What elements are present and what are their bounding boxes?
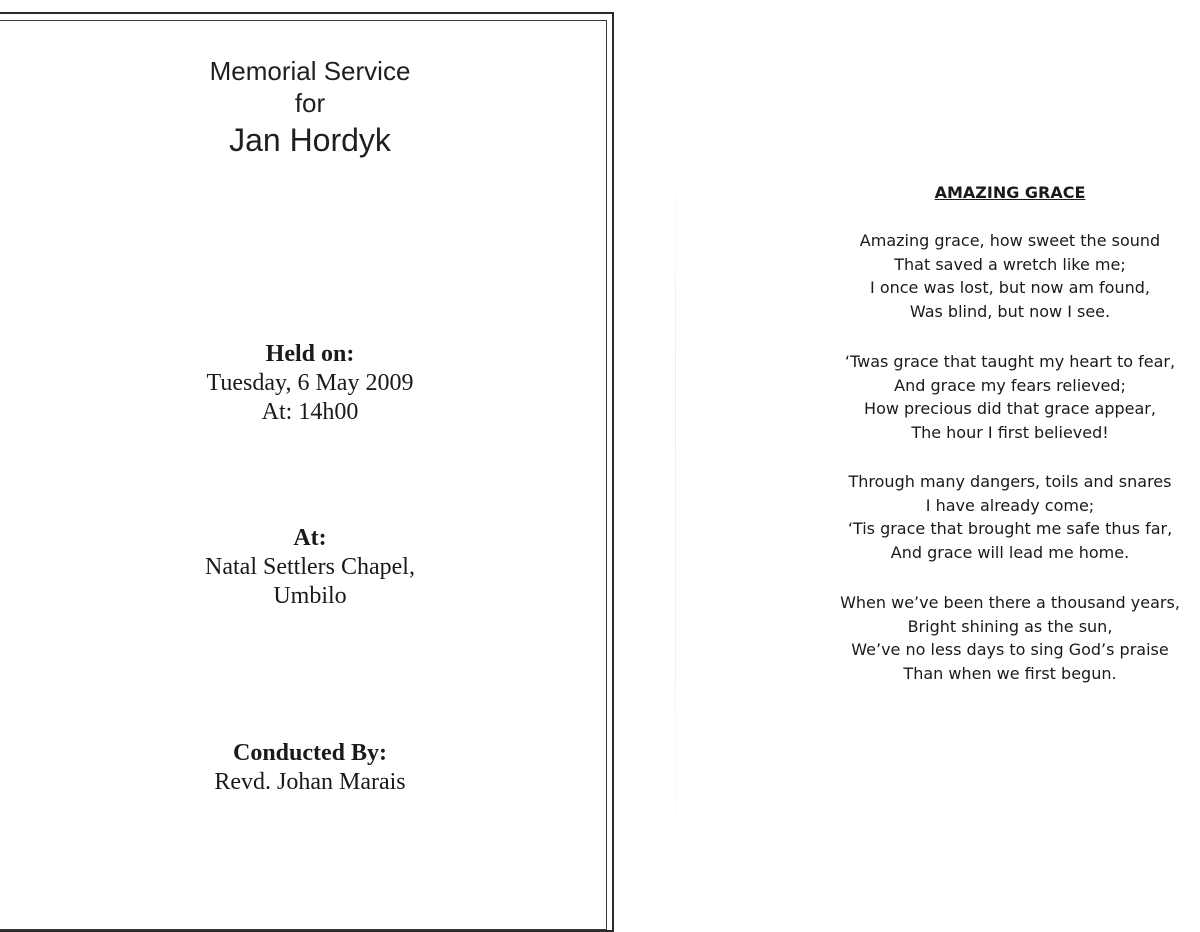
officiant-name: Revd. Johan Marais bbox=[214, 769, 406, 795]
deceased-name: Jan Hordyk bbox=[229, 122, 391, 158]
service-title bbox=[0, 55, 620, 161]
verse-line: The hour I first believed! bbox=[911, 422, 1109, 442]
title-for: for bbox=[294, 88, 326, 118]
hymn-verse bbox=[780, 229, 1200, 323]
held-on-heading: Held on: bbox=[265, 341, 355, 367]
verse-line: ‘Twas grace that taught my heart to fear, bbox=[844, 352, 1176, 371]
title-memorial-service: Memorial Service bbox=[209, 56, 411, 86]
verse-line: We’ve no less days to sing God’s praise bbox=[851, 640, 1169, 659]
hymn-verse bbox=[780, 350, 1200, 444]
verse-line: ‘Tis grace that brought me safe thus far, bbox=[847, 519, 1173, 538]
verse-line: Bright shining as the sun, bbox=[907, 616, 1113, 636]
verse-line: And grace will lead me home. bbox=[890, 542, 1130, 562]
hymn-verse bbox=[780, 470, 1200, 564]
verse-line: When we’ve been there a thousand years, bbox=[840, 593, 1180, 612]
service-time: At: 14h00 bbox=[261, 399, 359, 425]
verse-line: Amazing grace, how sweet the sound bbox=[859, 231, 1161, 250]
verse-line: Was blind, but now I see. bbox=[909, 301, 1111, 321]
location-section bbox=[0, 524, 620, 611]
verse-line: I have already come; bbox=[925, 495, 1095, 515]
hymn-title: AMAZING GRACE bbox=[934, 183, 1086, 202]
verse-line: Than when we first begun. bbox=[903, 663, 1117, 683]
location-heading: At: bbox=[293, 525, 327, 551]
page-fold bbox=[675, 150, 676, 870]
conducted-by-heading: Conducted By: bbox=[232, 740, 388, 766]
location-line-2: Umbilo bbox=[273, 583, 347, 609]
service-date: Tuesday, 6 May 2009 bbox=[206, 370, 414, 396]
verse-line: I once was lost, but now am found, bbox=[870, 278, 1150, 297]
verse-line: That saved a wretch like me; bbox=[894, 254, 1126, 274]
verse-line: And grace my fears relieved; bbox=[894, 375, 1126, 395]
hymn-verse bbox=[780, 591, 1200, 685]
verse-line: How precious did that grace appear, bbox=[864, 399, 1156, 418]
hymn-page bbox=[780, 0, 1200, 908]
verse-line: Through many dangers, toils and snares bbox=[848, 472, 1172, 491]
location-line-1: Natal Settlers Chapel, bbox=[205, 554, 415, 580]
held-on-section bbox=[0, 340, 620, 427]
conducted-by-section bbox=[0, 739, 620, 797]
